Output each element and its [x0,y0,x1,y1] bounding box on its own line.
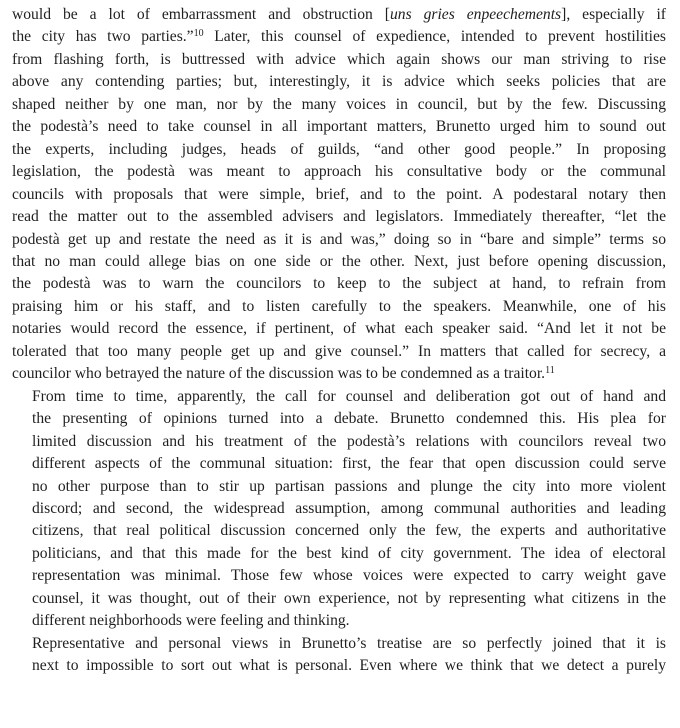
text-run: podestà get up and restate the need as it is and was,” doing so in “bare and simple” terms so [12,230,666,248]
text-line [12,453,666,475]
text-run: tolerated that too many people get up and give counsel.” In matters that called for secrecy, a [12,342,666,360]
text-line [12,543,666,565]
text-run: shaped neither by one man, nor by the many voices in council, but by the few. Discussing [12,95,666,113]
italic-phrase: uns gries enpeechements [389,6,562,23]
text-run: From time to time, apparently, the call for counsel and deliberation got out of hand and [32,387,666,405]
text-line [12,206,666,228]
text-run: Later, this counsel of expedience, intended to prevent hostilities [203,28,666,46]
text-line [12,71,666,93]
text-run: that no man could allege bias on one side or the other. Next, just before opening discussion, [12,252,666,270]
text-run: counsel, it was thought, out of their own experience, not by representing what citizens in the [32,589,666,607]
text-line [12,296,666,318]
text-line [12,431,666,453]
text-run: the presenting of opinions turned into a debate. Brunetto condemned this. His plea for [32,410,666,428]
text-run: the city has two parties.” [12,28,194,46]
text-run: no other purpose than to stir up partisan passions and plunge the city into more violent [32,477,666,495]
text-line [12,184,666,206]
text-run: would be a lot of embarrassment and obstruction [ [12,6,390,23]
footnote-ref: 11 [545,365,555,377]
text-run: discord; and second, the widespread assumption, among communal authorities and leading [32,499,666,517]
text-run: councilor who betrayed the nature of the discussion was to be condemned as a traitor. [12,365,546,383]
document-page [12,4,666,678]
text-line [12,520,666,542]
text-line [12,4,666,26]
text-line [12,116,666,138]
text-line [12,273,666,295]
text-run: different neighborhoods were feeling and thinking. [32,612,350,630]
text-run: the podestà was to warn the councilors to keep to the subject at hand, to refrain from [12,275,666,293]
text-line [12,408,666,430]
text-line [12,229,666,251]
text-line [12,610,666,632]
text-run: councils with proposals that were simple, brief, and to the point. A podestaral notary then [12,185,666,203]
text-line [12,341,666,363]
text-run: next to impossible to sort out what is personal. Even where we think that we detect a purely [32,657,666,675]
text-line [12,565,666,587]
text-line [12,318,666,340]
text-run: politicians, and that this made for the best kind of city government. The idea of electoral [32,544,666,562]
paragraph [12,4,666,386]
text-run: read the matter out to the assembled advisers and legislators. Immediately thereafter, “let the [12,208,666,226]
text-run: different aspects of the communal situation: first, the fear that open discussion could serve [32,455,666,473]
text-run: praising him or his staff, and to listen carefully to the speakers. Meanwhile, one of his [12,297,666,315]
text-run: citizens, that real political discussion concerned only the few, the experts and authoritative [32,522,666,540]
text-line [12,588,666,610]
text-run: notaries would record the essence, if pertinent, of what each speaker said. “And let it not be [12,320,666,338]
text-run: from flashing forth, is buttressed with advice which again shows our man striving to rise [12,50,666,68]
text-run: legislation, the podestà was meant to approach his consultative body or the communal [12,163,666,181]
text-line [12,161,666,183]
text-line [12,26,666,48]
text-line [12,498,666,520]
text-line [12,386,666,408]
paragraph [12,386,666,633]
text-run: limited discussion and his treatment of the podestà’s relations with councilors reveal two [32,432,666,450]
text-line [12,476,666,498]
paragraph [12,633,666,678]
text-run: ], especially if [561,6,666,23]
text-run: the podestà’s need to take counsel in all important matters, Brunetto urged him to sound out [12,118,666,136]
text-line [12,139,666,161]
text-line [12,363,666,385]
text-run: representation was minimal. Those few whose voices were expected to carry weight gave [32,567,666,585]
text-run: Representative and personal views in Brunetto’s treatise are so perfectly joined that it is [32,634,666,652]
text-run: above any contending parties; but, interestingly, it is advice which seeks policies that are [12,73,666,91]
text-line [12,94,666,116]
text-line [12,49,666,71]
footnote-ref: 10 [193,28,204,40]
text-line [12,633,666,655]
text-line [12,655,666,677]
text-run: the experts, including judges, heads of guilds, “and other good people.” In proposing [12,140,666,158]
text-line [12,251,666,273]
